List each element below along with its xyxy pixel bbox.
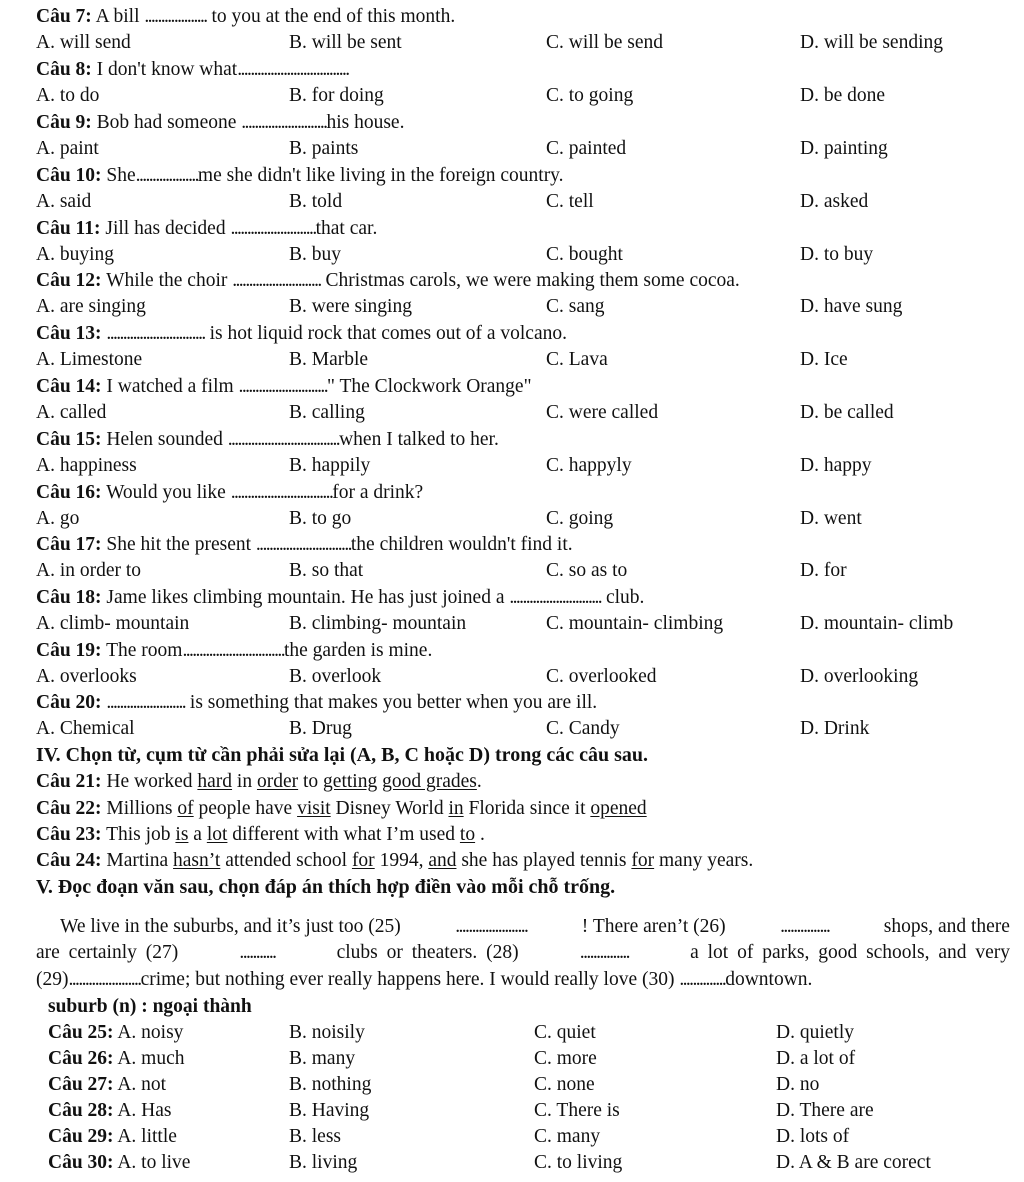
option-d: D. no xyxy=(776,1074,820,1095)
option-b: B. so that xyxy=(289,560,364,581)
question-label: Câu 13: xyxy=(36,323,102,344)
sentence-segment: to xyxy=(298,771,324,792)
mc-question xyxy=(0,427,1024,479)
answer-blank: .......................... xyxy=(241,112,327,133)
question-label: Câu 22: xyxy=(36,798,102,819)
option-b: B. were singing xyxy=(289,296,412,317)
question-stem-post: me she didn't like living in the foreign country. xyxy=(197,165,564,186)
sentence-segment: Martina xyxy=(101,850,174,871)
option-d: D. Ice xyxy=(800,349,848,370)
passage-text: shops, and there xyxy=(883,916,1010,937)
answer-blank: ................... xyxy=(135,165,198,186)
option-c: C. to going xyxy=(546,85,634,106)
question-stem-post: that car. xyxy=(315,218,378,239)
sentence-segment: Millions xyxy=(101,798,178,819)
underlined-segment: visit xyxy=(297,798,331,819)
reading-passage xyxy=(36,914,1010,993)
passage-text: ! There aren’t (26) xyxy=(581,916,726,937)
question-stem-post: Christmas carols, we were making them some cocoa. xyxy=(320,270,740,291)
answer-blank: .................................. xyxy=(237,59,349,80)
question-label: Câu 23: xyxy=(36,824,102,845)
option-a: A. Chemical xyxy=(36,718,135,739)
passage-blank-26: ............... xyxy=(780,916,830,937)
option-a: A. Limestone xyxy=(36,349,143,370)
sentence-segment: many years. xyxy=(654,850,754,871)
option-d: D. mountain- climb xyxy=(800,613,954,634)
mc-question xyxy=(0,690,1024,742)
option-c: C. overlooked xyxy=(546,666,657,687)
sentence-segment: This job xyxy=(101,824,176,845)
question-stem-pre: Jame likes climbing mountain. He has just joined a xyxy=(101,587,510,608)
answer-blank: .............................. xyxy=(106,323,205,344)
option-row xyxy=(0,664,1024,690)
option-d: D. There are xyxy=(776,1100,874,1121)
question-stem-post: " The Clockwork Orange" xyxy=(326,376,532,397)
mc-question xyxy=(0,585,1024,637)
option-b: B. climbing- mountain xyxy=(289,613,467,634)
option-c: C. none xyxy=(534,1074,595,1095)
mc-question xyxy=(0,268,1024,320)
option-a: A. called xyxy=(36,402,107,423)
question-label: Câu 12: xyxy=(36,270,102,291)
option-a: A. are singing xyxy=(36,296,146,317)
option-d: D. happy xyxy=(800,455,872,476)
underlined-segment: good grades xyxy=(382,771,477,792)
answer-blank: ............................ xyxy=(509,587,602,608)
question-stem-post: the garden is mine. xyxy=(283,640,433,661)
answer-blank: ........................ xyxy=(106,692,186,713)
mc-question xyxy=(0,216,1024,268)
question-text xyxy=(36,532,573,558)
underlined-segment: opened xyxy=(590,798,647,819)
option-c: C. so as to xyxy=(546,560,628,581)
question-stem-post: for a drink? xyxy=(332,482,424,503)
option-d: D. to buy xyxy=(800,244,874,265)
question-label: Câu 30: xyxy=(48,1152,114,1173)
passage-question xyxy=(0,1124,1024,1150)
option-a: Câu 28: A. Has xyxy=(48,1100,172,1121)
question-label: Câu 14: xyxy=(36,376,102,397)
passage-text: clubs or theaters. (28) xyxy=(336,942,519,964)
passage-line xyxy=(36,967,1010,993)
passage-question xyxy=(0,1098,1024,1124)
question-label: Câu 7: xyxy=(36,6,92,27)
option-a: A. go xyxy=(36,508,80,529)
option-c: C. were called xyxy=(546,402,659,423)
option-d: D. went xyxy=(800,508,862,529)
answer-blank: ............................. xyxy=(255,534,351,555)
option-row xyxy=(0,506,1024,532)
option-b: B. many xyxy=(289,1048,356,1069)
section-iv-heading: IV. Chọn từ, cụm từ cần phải sửa lại (A, B, C hoặc D) trong các câu sau. xyxy=(36,744,648,766)
error-question xyxy=(36,848,753,874)
mc-question xyxy=(0,374,1024,426)
option-b: B. Drug xyxy=(289,718,352,739)
option-b: B. noisily xyxy=(289,1022,365,1043)
underlined-segment: order xyxy=(256,771,299,792)
sentence-segment: attended school xyxy=(220,850,352,871)
option-row xyxy=(0,558,1024,584)
option-a: Câu 27: A. not xyxy=(48,1074,167,1095)
underlined-segment: hasn’t xyxy=(173,850,221,871)
sentence-segment: in xyxy=(232,771,257,792)
question-stem-pre: Bob had someone xyxy=(91,112,242,133)
passage-text: crime; but nothing ever really happens here. I would really love (30) xyxy=(140,968,680,990)
question-text xyxy=(36,57,349,83)
error-question xyxy=(36,769,482,795)
option-d: D. asked xyxy=(800,191,869,212)
passage-line xyxy=(36,914,1010,940)
mc-question xyxy=(0,532,1024,584)
option-a: A. said xyxy=(36,191,92,212)
option-row xyxy=(0,242,1024,268)
question-label: Câu 26: xyxy=(48,1048,114,1069)
passage-blank-29: ...................... xyxy=(68,968,141,990)
option-d: D. be done xyxy=(800,85,886,106)
option-a: A. paint xyxy=(36,138,99,159)
option-c: C. many xyxy=(534,1126,601,1147)
mc-question xyxy=(0,110,1024,162)
option-c: C. There is xyxy=(534,1100,620,1121)
option-row xyxy=(0,136,1024,162)
option-b: B. overlook xyxy=(289,666,382,687)
sentence-segment: different with what I’m used xyxy=(227,824,460,845)
option-c: C. Candy xyxy=(546,718,620,739)
sentence-segment: Disney World xyxy=(330,798,449,819)
option-a: Câu 25: A. noisy xyxy=(48,1022,184,1043)
option-b: B. told xyxy=(289,191,343,212)
question-label: Câu 27: xyxy=(48,1074,114,1095)
mc-question xyxy=(0,480,1024,532)
question-stem-pre: I don't know what xyxy=(91,59,238,80)
option-b: B. paints xyxy=(289,138,359,159)
question-stem-post: to you at the end of this month. xyxy=(206,6,456,27)
question-stem-post: is something that makes you better when you are ill. xyxy=(185,692,598,713)
question-sentence xyxy=(102,850,754,871)
option-c: C. bought xyxy=(546,244,623,265)
question-label: Câu 9: xyxy=(36,112,92,133)
question-text xyxy=(36,110,404,136)
passage-text: are certainly (27) xyxy=(36,942,179,964)
mc-question xyxy=(0,638,1024,690)
sentence-segment: He worked xyxy=(101,771,198,792)
vocabulary-note: suburb (n) : ngoại thành xyxy=(48,996,252,1017)
passage-text: We live in the suburbs, and it’s just too (25) xyxy=(60,916,401,937)
question-sentence xyxy=(102,771,482,792)
mc-question xyxy=(0,57,1024,109)
option-b: B. happily xyxy=(289,455,371,476)
question-stem-post: his house. xyxy=(326,112,405,133)
question-label: Câu 16: xyxy=(36,482,102,503)
question-text xyxy=(36,585,644,611)
question-stem-pre: Jill has decided xyxy=(100,218,231,239)
option-d: D. have sung xyxy=(800,296,903,317)
option-row xyxy=(0,83,1024,109)
option-row xyxy=(0,294,1024,320)
question-stem-pre: While the choir xyxy=(101,270,233,291)
option-b: B. Marble xyxy=(289,349,369,370)
question-label: Câu 15: xyxy=(36,429,102,450)
answer-blank: .................................. xyxy=(227,429,340,450)
answer-blank: ............................... xyxy=(230,482,333,503)
sentence-segment: Florida since it xyxy=(463,798,591,819)
passage-text: a lot of parks, good schools, and very xyxy=(690,942,1010,964)
option-b: B. living xyxy=(289,1152,358,1173)
sentence-segment: people have xyxy=(193,798,298,819)
question-stem-post: club. xyxy=(601,587,645,608)
question-stem-pre: Helen sounded xyxy=(101,429,228,450)
option-c: C. will be send xyxy=(546,32,663,53)
answer-blank: ........................... xyxy=(232,270,321,291)
question-stem-post: is hot liquid rock that comes out of a volcano. xyxy=(204,323,567,344)
option-b: B. buy xyxy=(289,244,342,265)
answer-blank: ........................... xyxy=(238,376,327,397)
option-d: D. lots of xyxy=(776,1126,850,1147)
passage-question xyxy=(0,1150,1024,1176)
sentence-segment: . xyxy=(475,824,485,845)
question-label: Câu 29: xyxy=(48,1126,114,1147)
question-stem-pre: She xyxy=(101,165,136,186)
answer-blank: .......................... xyxy=(230,218,316,239)
underlined-segment: getting xyxy=(323,771,378,792)
option-row xyxy=(0,400,1024,426)
underlined-segment: hard xyxy=(197,771,233,792)
sentence-segment: a xyxy=(188,824,207,845)
option-c: C. more xyxy=(534,1048,597,1069)
passage-blank-25: ...................... xyxy=(455,916,528,937)
question-label: Câu 28: xyxy=(48,1100,114,1121)
option-d: D. overlooking xyxy=(800,666,919,687)
option-a: Câu 29: A. little xyxy=(48,1126,177,1147)
underlined-segment: of xyxy=(177,798,194,819)
question-text xyxy=(36,427,499,453)
underlined-segment: is xyxy=(175,824,189,845)
option-row xyxy=(0,189,1024,215)
question-label: Câu 21: xyxy=(36,771,102,792)
question-stem-post: the children wouldn't find it. xyxy=(350,534,573,555)
underlined-segment: for xyxy=(351,850,375,871)
sentence-segment: . xyxy=(476,771,482,792)
sentence-segment: 1994, xyxy=(374,850,429,871)
option-b: B. will be sent xyxy=(289,32,402,53)
option-b: B. for doing xyxy=(289,85,384,106)
question-text xyxy=(36,4,455,30)
option-c: C. painted xyxy=(546,138,627,159)
option-row xyxy=(0,30,1024,56)
option-d: D. A & B are corect xyxy=(776,1152,931,1173)
mc-question xyxy=(0,4,1024,56)
question-label: Câu 24: xyxy=(36,850,102,871)
option-b: B. nothing xyxy=(289,1074,372,1095)
underlined-segment: for xyxy=(631,850,655,871)
mc-question xyxy=(0,163,1024,215)
option-b: B. Having xyxy=(289,1100,370,1121)
passage-blank-28: ............... xyxy=(579,942,629,964)
option-row xyxy=(0,716,1024,742)
underlined-segment: in xyxy=(448,798,464,819)
option-row xyxy=(0,611,1024,637)
question-text xyxy=(36,638,432,664)
option-d: D. will be sending xyxy=(800,32,943,53)
option-a: A. climb- mountain xyxy=(36,613,190,634)
question-label: Câu 20: xyxy=(36,692,102,713)
option-a: A. happiness xyxy=(36,455,137,476)
error-question xyxy=(36,796,647,822)
sentence-segment: she has played tennis xyxy=(456,850,632,871)
question-label: Câu 19: xyxy=(36,640,102,661)
question-text xyxy=(36,216,377,242)
mc-question xyxy=(0,321,1024,373)
passage-question xyxy=(0,1046,1024,1072)
option-a: A. to do xyxy=(36,85,100,106)
passage-blank-30: .............. xyxy=(679,968,726,990)
passage-question xyxy=(0,1020,1024,1046)
question-stem-pre: I watched a film xyxy=(101,376,239,397)
question-sentence xyxy=(102,824,485,845)
question-stem-post: when I talked to her. xyxy=(339,429,499,450)
option-c: C. quiet xyxy=(534,1022,596,1043)
option-d: D. quietly xyxy=(776,1022,854,1043)
question-stem-pre: She hit the present xyxy=(101,534,256,555)
underlined-segment: to xyxy=(459,824,476,845)
question-label: Câu 10: xyxy=(36,165,102,186)
option-c: C. to living xyxy=(534,1152,623,1173)
passage-question xyxy=(0,1072,1024,1098)
option-d: D. painting xyxy=(800,138,888,159)
question-stem-pre: A bill xyxy=(91,6,145,27)
question-sentence xyxy=(102,798,647,819)
question-label: Câu 18: xyxy=(36,587,102,608)
option-c: C. happyly xyxy=(546,455,632,476)
option-d: D. a lot of xyxy=(776,1048,856,1069)
option-a: A. in order to xyxy=(36,560,142,581)
option-row xyxy=(0,347,1024,373)
question-text xyxy=(36,374,532,400)
option-a: Câu 30: A. to live xyxy=(48,1152,191,1173)
option-c: C. mountain- climbing xyxy=(546,613,724,634)
question-label: Câu 8: xyxy=(36,59,92,80)
underlined-segment: lot xyxy=(206,824,228,845)
option-c: C. Lava xyxy=(546,349,608,370)
error-question xyxy=(36,822,485,848)
question-text xyxy=(36,321,567,347)
question-text xyxy=(36,268,740,294)
option-a: A. buying xyxy=(36,244,114,265)
section-v-heading: V. Đọc đoạn văn sau, chọn đáp án thích hợp điền vào mỗi chỗ trống. xyxy=(36,876,616,898)
option-b: B. calling xyxy=(289,402,365,423)
underlined-segment: and xyxy=(428,850,457,871)
option-a: Câu 26: A. much xyxy=(48,1048,185,1069)
option-b: B. less xyxy=(289,1126,342,1147)
question-stem-pre: Would you like xyxy=(101,482,231,503)
option-d: D. be called xyxy=(800,402,894,423)
passage-text: downtown. xyxy=(725,968,813,990)
passage-text: (29) xyxy=(36,968,69,990)
question-text xyxy=(36,163,564,189)
option-c: C. going xyxy=(546,508,614,529)
answer-blank: ................... xyxy=(144,6,207,27)
option-d: D. Drink xyxy=(800,718,870,739)
answer-blank: ............................... xyxy=(182,640,284,661)
option-b: B. to go xyxy=(289,508,352,529)
question-text xyxy=(36,690,597,716)
question-stem-pre: The room xyxy=(101,640,183,661)
option-c: C. sang xyxy=(546,296,605,317)
option-row xyxy=(0,453,1024,479)
option-d: D. for xyxy=(800,560,847,581)
passage-blank-27: ........... xyxy=(239,942,276,964)
option-a: A. will send xyxy=(36,32,131,53)
option-a: A. overlooks xyxy=(36,666,137,687)
option-c: C. tell xyxy=(546,191,594,212)
question-label: Câu 11: xyxy=(36,218,101,239)
question-text xyxy=(36,480,423,506)
question-label: Câu 17: xyxy=(36,534,102,555)
passage-line xyxy=(36,940,1010,966)
question-label: Câu 25: xyxy=(48,1022,114,1043)
